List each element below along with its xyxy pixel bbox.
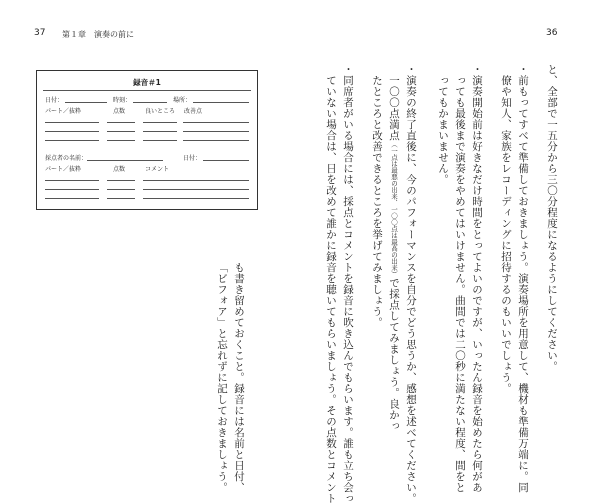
form-line bbox=[143, 189, 249, 190]
form-line bbox=[107, 122, 135, 123]
text-column-7 bbox=[404, 64, 418, 504]
text-column-13 bbox=[215, 262, 229, 493]
form-line bbox=[107, 198, 135, 199]
form-line bbox=[45, 122, 99, 123]
form-line bbox=[143, 140, 177, 141]
text-column-11 bbox=[324, 64, 338, 504]
column-text: 僚や知人、家族をレコーディングに招待するのもいいでしょう。 bbox=[500, 64, 512, 394]
form-score-label-2: 点数 bbox=[113, 166, 126, 173]
column-text: と、全部で一五分から三〇分程度になるようにしてください。 bbox=[546, 64, 558, 372]
form-eval-date-label: 日付： bbox=[183, 155, 202, 162]
text-column-3 bbox=[499, 64, 513, 394]
column-text: ってもかまいません。 bbox=[437, 64, 449, 185]
form-evaluator-line bbox=[87, 160, 163, 161]
form-line bbox=[183, 122, 249, 123]
form-part-label-2: パート／抜粋 bbox=[45, 166, 82, 173]
form-time-label: 時刻： bbox=[113, 97, 132, 104]
form-good-label: 良いところ bbox=[145, 108, 176, 115]
column-text: 「ビフォア」と忘れずに記しておきましょう。 bbox=[216, 262, 228, 493]
column-text: ・同席者がいる場合には、採点とコメントを録音に吹き込んでもらいます。誰も立ち会っ bbox=[342, 64, 354, 504]
text-column-4 bbox=[470, 64, 484, 493]
form-part-label: パート／抜粋 bbox=[45, 108, 82, 115]
form-title: 録音＃1 bbox=[133, 78, 161, 87]
form-comment-label: コメント bbox=[145, 166, 170, 173]
column-text: っても最後まで演奏をやめてはいけません。曲間では二〇秒に満たない程度、間をと bbox=[454, 64, 466, 493]
form-line bbox=[107, 140, 135, 141]
form-place-label: 場所： bbox=[173, 97, 192, 104]
text-column-12 bbox=[232, 262, 246, 493]
form-line bbox=[45, 131, 99, 132]
text-column-2 bbox=[516, 64, 530, 493]
right-page-number: 36 bbox=[546, 28, 558, 38]
form-line bbox=[107, 180, 135, 181]
inline-note: （一点は最悪の出来、一〇〇点は最高の出来） bbox=[390, 141, 398, 278]
chapter-header: 第１章 演奏の前に bbox=[62, 30, 134, 39]
column-text: ・前もってすべて準備しておきましょう。演奏場所を用意して、機材も準備万端に。同 bbox=[517, 64, 529, 493]
text-column-6 bbox=[436, 64, 450, 185]
form-line bbox=[143, 131, 177, 132]
recording-form bbox=[36, 70, 258, 210]
column-text: ・演奏開始前は好きなだけ時間をとってよいのですが、いったん録音を始めたら何があ bbox=[471, 64, 483, 493]
column-text: ていない場合は、日を改めて誰かに録音を聴いてもらいましょう。その点数とコメント bbox=[325, 64, 337, 504]
text-column-9 bbox=[370, 64, 384, 328]
form-line bbox=[183, 131, 249, 132]
text-column-10 bbox=[341, 64, 355, 504]
text-column-8 bbox=[387, 64, 401, 432]
form-eval-date-line bbox=[203, 160, 249, 161]
column-text: ・演奏の終了直後に、今のパフォーマンスを自分でどう思うか、感想を述べてください。 bbox=[405, 64, 417, 504]
form-line bbox=[45, 198, 99, 199]
form-improve-label: 改善点 bbox=[184, 108, 203, 115]
form-line bbox=[45, 140, 99, 141]
form-place-line bbox=[193, 102, 249, 103]
column-text: 一〇〇点満点 bbox=[388, 64, 400, 141]
form-time-line bbox=[133, 102, 167, 103]
form-date-label: 日付： bbox=[45, 97, 64, 104]
left-page-number: 37 bbox=[34, 28, 46, 38]
form-line bbox=[107, 189, 135, 190]
form-line bbox=[183, 140, 249, 141]
column-text: も書き留めておくこと。録音には名前と日付、 bbox=[233, 262, 245, 493]
form-line bbox=[45, 180, 99, 181]
form-line bbox=[143, 180, 249, 181]
form-evaluator-label: 採点者の名前： bbox=[45, 155, 88, 162]
column-text: で採点してみましょう。良かっ bbox=[388, 277, 400, 432]
form-line bbox=[45, 189, 99, 190]
column-text: たところと改善できるところを挙げてみましょう。 bbox=[371, 64, 383, 328]
form-date-line bbox=[65, 102, 107, 103]
form-score-label: 点数 bbox=[113, 108, 126, 115]
text-column-5 bbox=[453, 64, 467, 493]
form-line bbox=[143, 198, 249, 199]
form-line bbox=[107, 131, 135, 132]
form-title-rule bbox=[43, 90, 251, 91]
form-line bbox=[143, 122, 177, 123]
text-column-1 bbox=[545, 64, 559, 372]
